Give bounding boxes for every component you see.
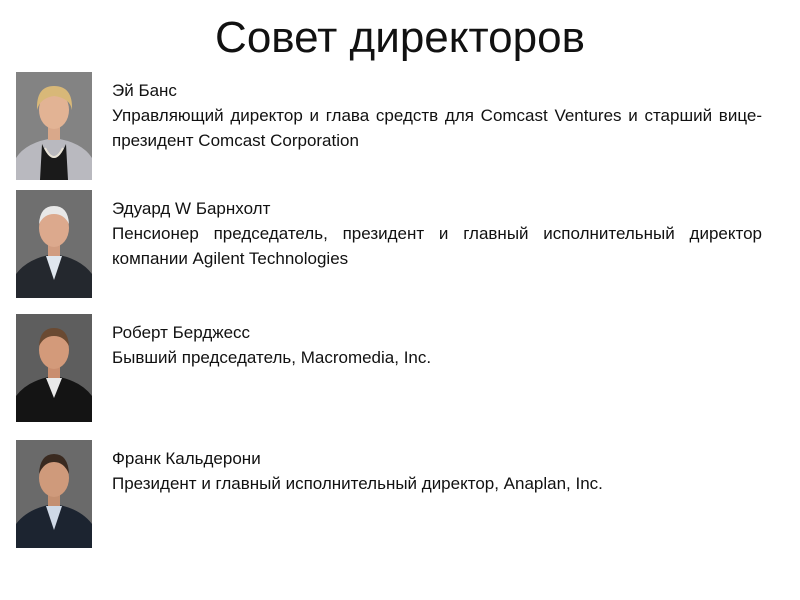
board-member xyxy=(16,440,766,550)
member-role: Президент и главный исполнительный директор, Anaplan, Inc. xyxy=(112,474,603,493)
board-member xyxy=(16,72,766,182)
member-role: Бывший председатель, Macromedia, Inc. xyxy=(112,348,432,367)
member-text xyxy=(112,196,762,271)
member-photo xyxy=(16,190,92,298)
member-name: Роберт Берджесс xyxy=(112,323,251,342)
member-name: Эй Банс xyxy=(112,81,177,100)
member-photo xyxy=(16,314,92,422)
member-photo xyxy=(16,72,92,180)
member-text xyxy=(112,446,762,496)
man-portrait-icon xyxy=(16,440,92,548)
page-title: Совет директоров xyxy=(215,13,585,62)
member-text xyxy=(112,78,762,153)
member-text xyxy=(112,320,762,370)
member-photo xyxy=(16,440,92,548)
member-role: Управляющий директор и глава средств для Comcast Ventures и старший вице-президент Comcast Corporation xyxy=(112,106,762,150)
member-name: Эдуард W Барнхолт xyxy=(112,199,271,218)
man-portrait-icon xyxy=(16,314,92,422)
member-name: Франк Кальдерони xyxy=(112,449,261,468)
board-member xyxy=(16,314,766,424)
man-portrait-icon xyxy=(16,190,92,298)
board-member xyxy=(16,190,766,300)
member-role: Пенсионер председатель, президент и главный исполнительный директор компании Agilent Technologies xyxy=(112,224,762,268)
woman-portrait-icon xyxy=(16,72,92,180)
